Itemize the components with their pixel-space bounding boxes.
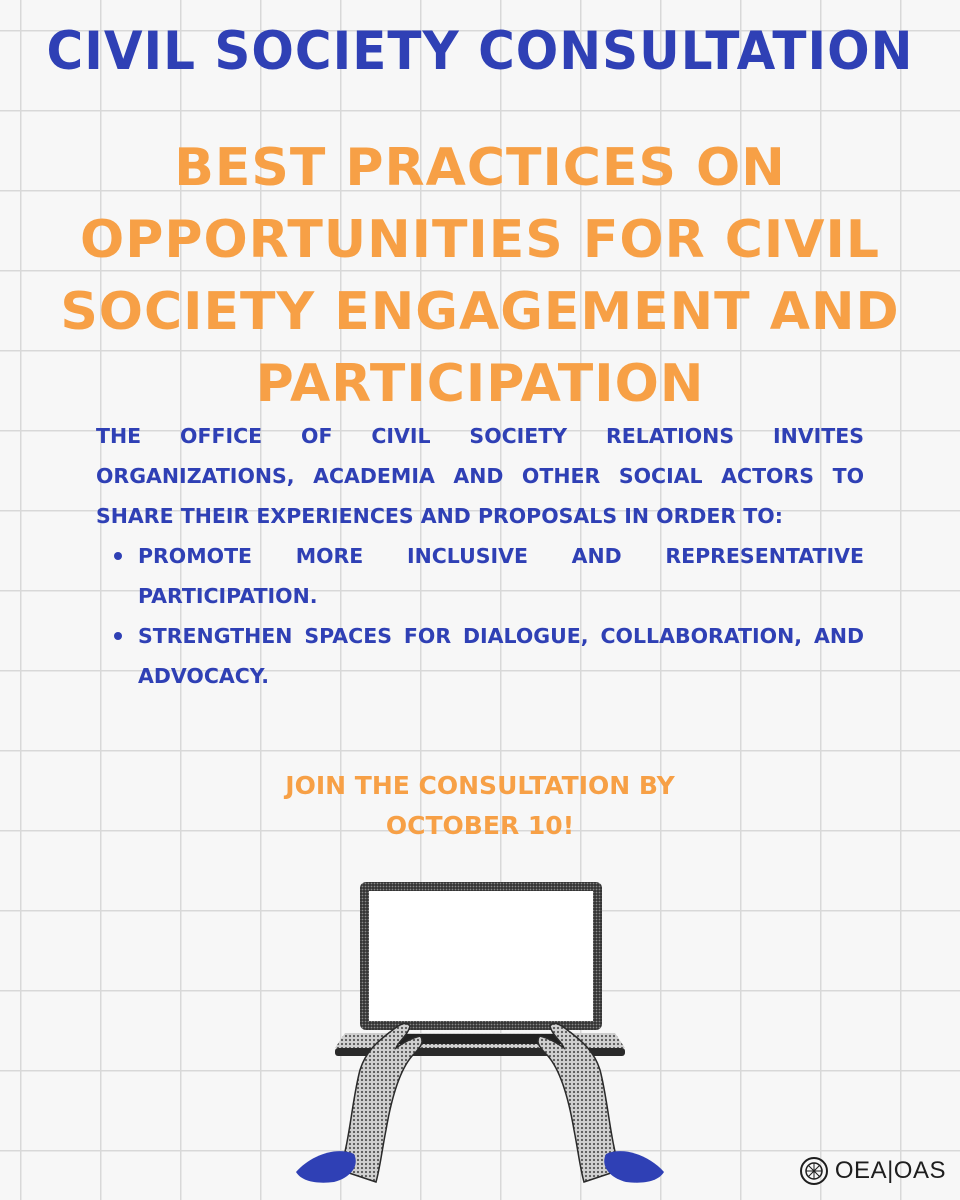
goal-item: PROMOTE MORE INCLUSIVE AND REPRESENTATIVE PARTICIPATION. bbox=[96, 536, 864, 616]
laptop-typing-hands-icon bbox=[280, 870, 680, 1190]
headline: BEST PRACTICES ON OPPORTUNITIES FOR CIVIL SOCIETY ENGAGEMENT AND PARTICIPATION bbox=[60, 138, 900, 414]
oas-logo-text: OEA|OAS bbox=[834, 1157, 946, 1184]
intro-paragraph: THE OFFICE OF CIVIL SOCIETY RELATIONS INVITES ORGANIZATIONS, ACADEMIA AND OTHER SOCIAL ACTORS TO SHARE THEIR EXPERIENCES AND PROPOSALS IN ORDER TO: bbox=[96, 424, 864, 528]
body-section bbox=[96, 416, 864, 696]
eyebrow-title: CIVIL SOCIETY CONSULTATION bbox=[46, 20, 914, 82]
oas-seal-icon bbox=[799, 1156, 829, 1186]
goal-list bbox=[96, 536, 864, 696]
cta-line-2: OCTOBER 10! bbox=[385, 811, 575, 840]
cta-line-1: JOIN THE CONSULTATION BY bbox=[285, 771, 675, 800]
goal-item: STRENGTHEN SPACES FOR DIALOGUE, COLLABORATION, AND ADVOCACY. bbox=[96, 616, 864, 696]
oas-logo bbox=[799, 1156, 946, 1186]
call-to-action bbox=[0, 766, 960, 846]
